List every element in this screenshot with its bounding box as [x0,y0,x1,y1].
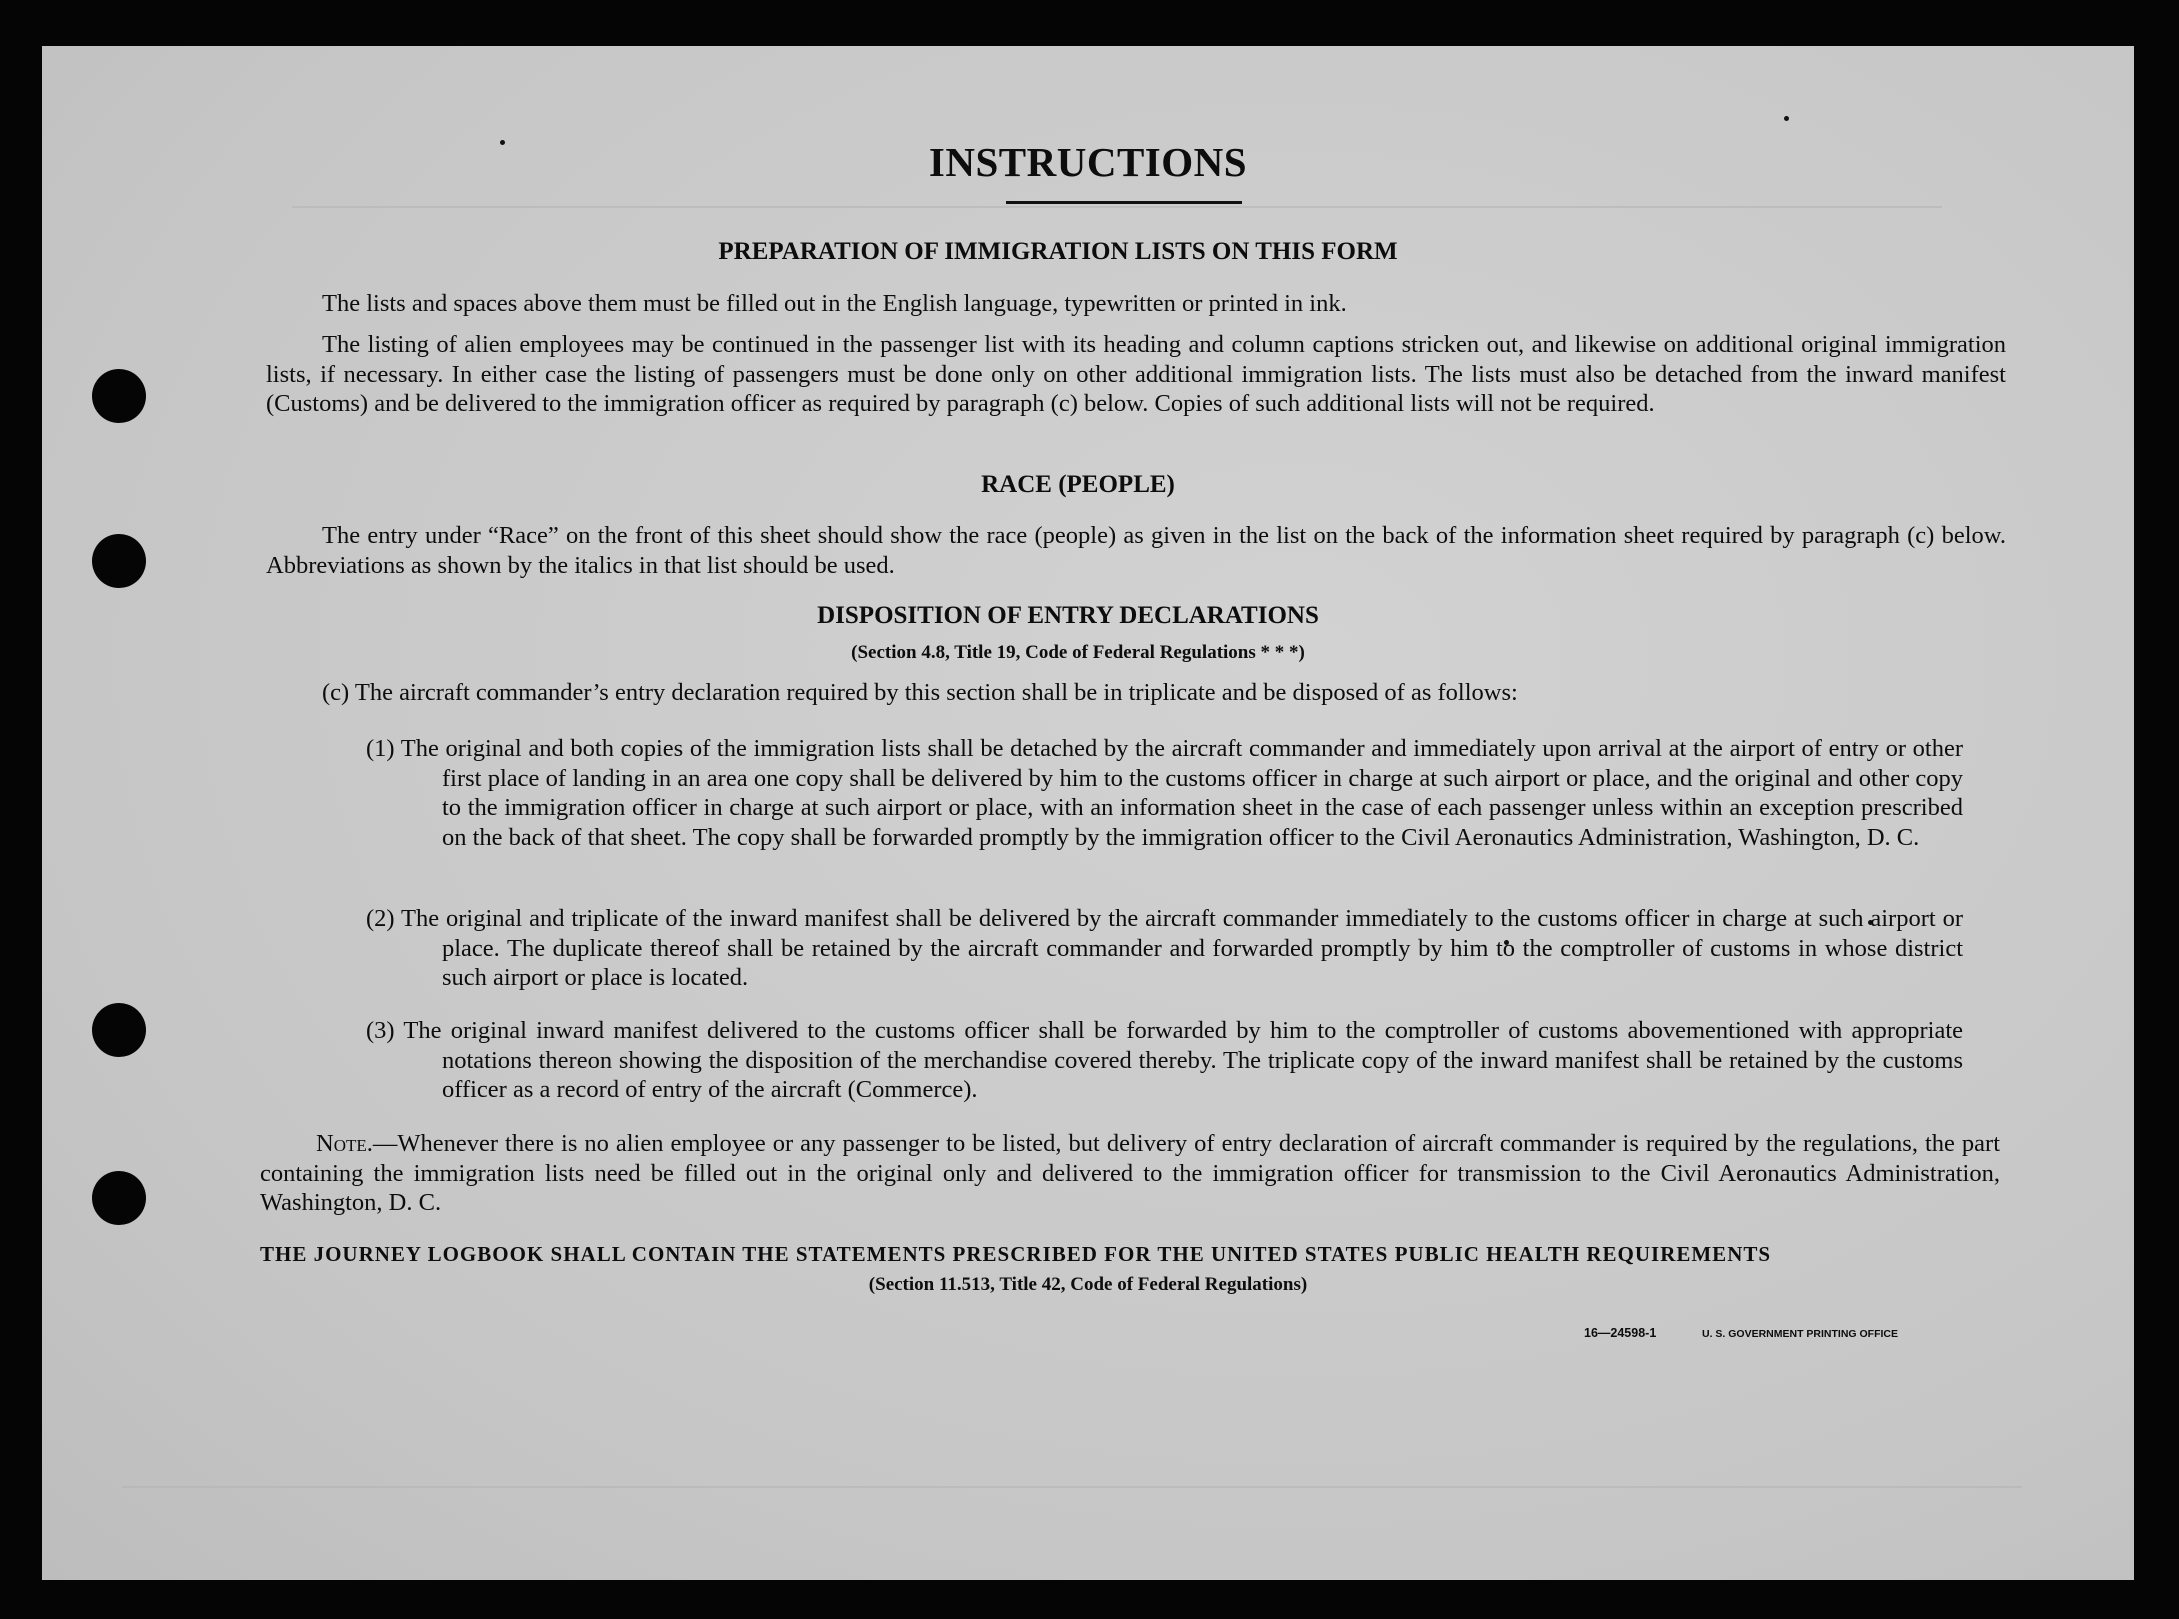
list-item-2: (2) The original and triplicate of the inward manifest shall be delivered by the aircraft commander immediately to the customs officer in charge at such airport or place. The duplicate thereof shall be retained by the aircraft commander and forwarded promptly by him to the comptroller of customs in whose district such airport or place is located. [366,905,1963,991]
paragraph-subsection-c: (c) The aircraft commander’s entry declaration required by this section shall be in triplicate and be disposed of as follows: [322,679,1518,706]
section-heading-race: RACE (PEOPLE) [981,471,1175,498]
paragraph-alien-employees: The listing of alien employees may be continued in the passenger list with its heading and column captions stricken out, and likewise on additional original immigration lists, if necessary. In either case the listing of passengers must be done only on other additional immigration lists. The lists must also be detached from the inward manifest (Customs) and be delivered to the immigration officer as required by paragraph (c) below. Copies of such additional lists will not be required. [266,331,2006,417]
section-heading-disposition: DISPOSITION OF ENTRY DECLARATIONS [817,602,1319,629]
printer-imprint: U. S. GOVERNMENT PRINTING OFFICE [1702,1328,1899,1340]
health-requirements-line: THE JOURNEY LOGBOOK SHALL CONTAIN THE STATEMENTS PRESCRIBED FOR THE UNITED STATES PUBLIC HEALTH REQUIREMENTS [260,1242,1772,1266]
paragraph-note [260,1129,2000,1218]
list-item-3: (3) The original inward manifest delivered to the customs officer shall be forwarded by him to the comptroller of customs abovementioned with appropriate notations thereon showing the disposition of the merchandise covered thereby. The triplicate copy of the inward manifest shall be retained by the customs officer as a record of entry of the aircraft (Commerce). [366,1017,1963,1103]
note-label: Note. [316,1130,373,1157]
list-item-1: (1) The original and both copies of the immigration lists shall be detached by the aircraft commander and immediately upon arrival at the airport of entry or other first place of landing in an area one copy shall be delivered by him to the customs officer in charge at such airport or place, and the original and other copy to the immigration officer in charge at such airport or place, with an information sheet in the case of each passenger unless within an exception prescribed on the back of that sheet. The copy shall be forwarded promptly by the immigration officer to the Civil Aeronautics Administration, Washington, D. C. [366,735,1963,851]
title-underline [1006,201,1242,204]
document-sheet [42,46,2134,1580]
health-citation: (Section 11.513, Title 42, Code of Federal Regulations) [868,1274,1308,1295]
note-text: —Whenever there is no alien employee or any passenger to be listed, but delivery of entry declaration of aircraft commander is required by the regulations, the part containing the immigration lists need be filled out in the original only and delivered to the immigration officer for transmission to the Civil Aeronautics Administration, Washington, D. C. [260,1130,2000,1216]
form-number: 16—24598-1 [1584,1326,1657,1340]
paragraph-race: The entry under “Race” on the front of this sheet should show the race (people) as given in the list on the back of the information sheet required by paragraph (c) below. Abbreviations as shown by the italics in that list should be used. [266,522,2006,579]
instructions-content [42,46,2134,1580]
page-title: INSTRUCTIONS [928,139,1248,185]
section-heading-preparation: PREPARATION OF IMMIGRATION LISTS ON THIS FORM [718,238,1398,265]
section-citation: (Section 4.8, Title 19, Code of Federal Regulations * * *) [851,642,1305,663]
paragraph-english-language: The lists and spaces above them must be filled out in the English language, typewritten or printed in ink. [322,290,1347,317]
